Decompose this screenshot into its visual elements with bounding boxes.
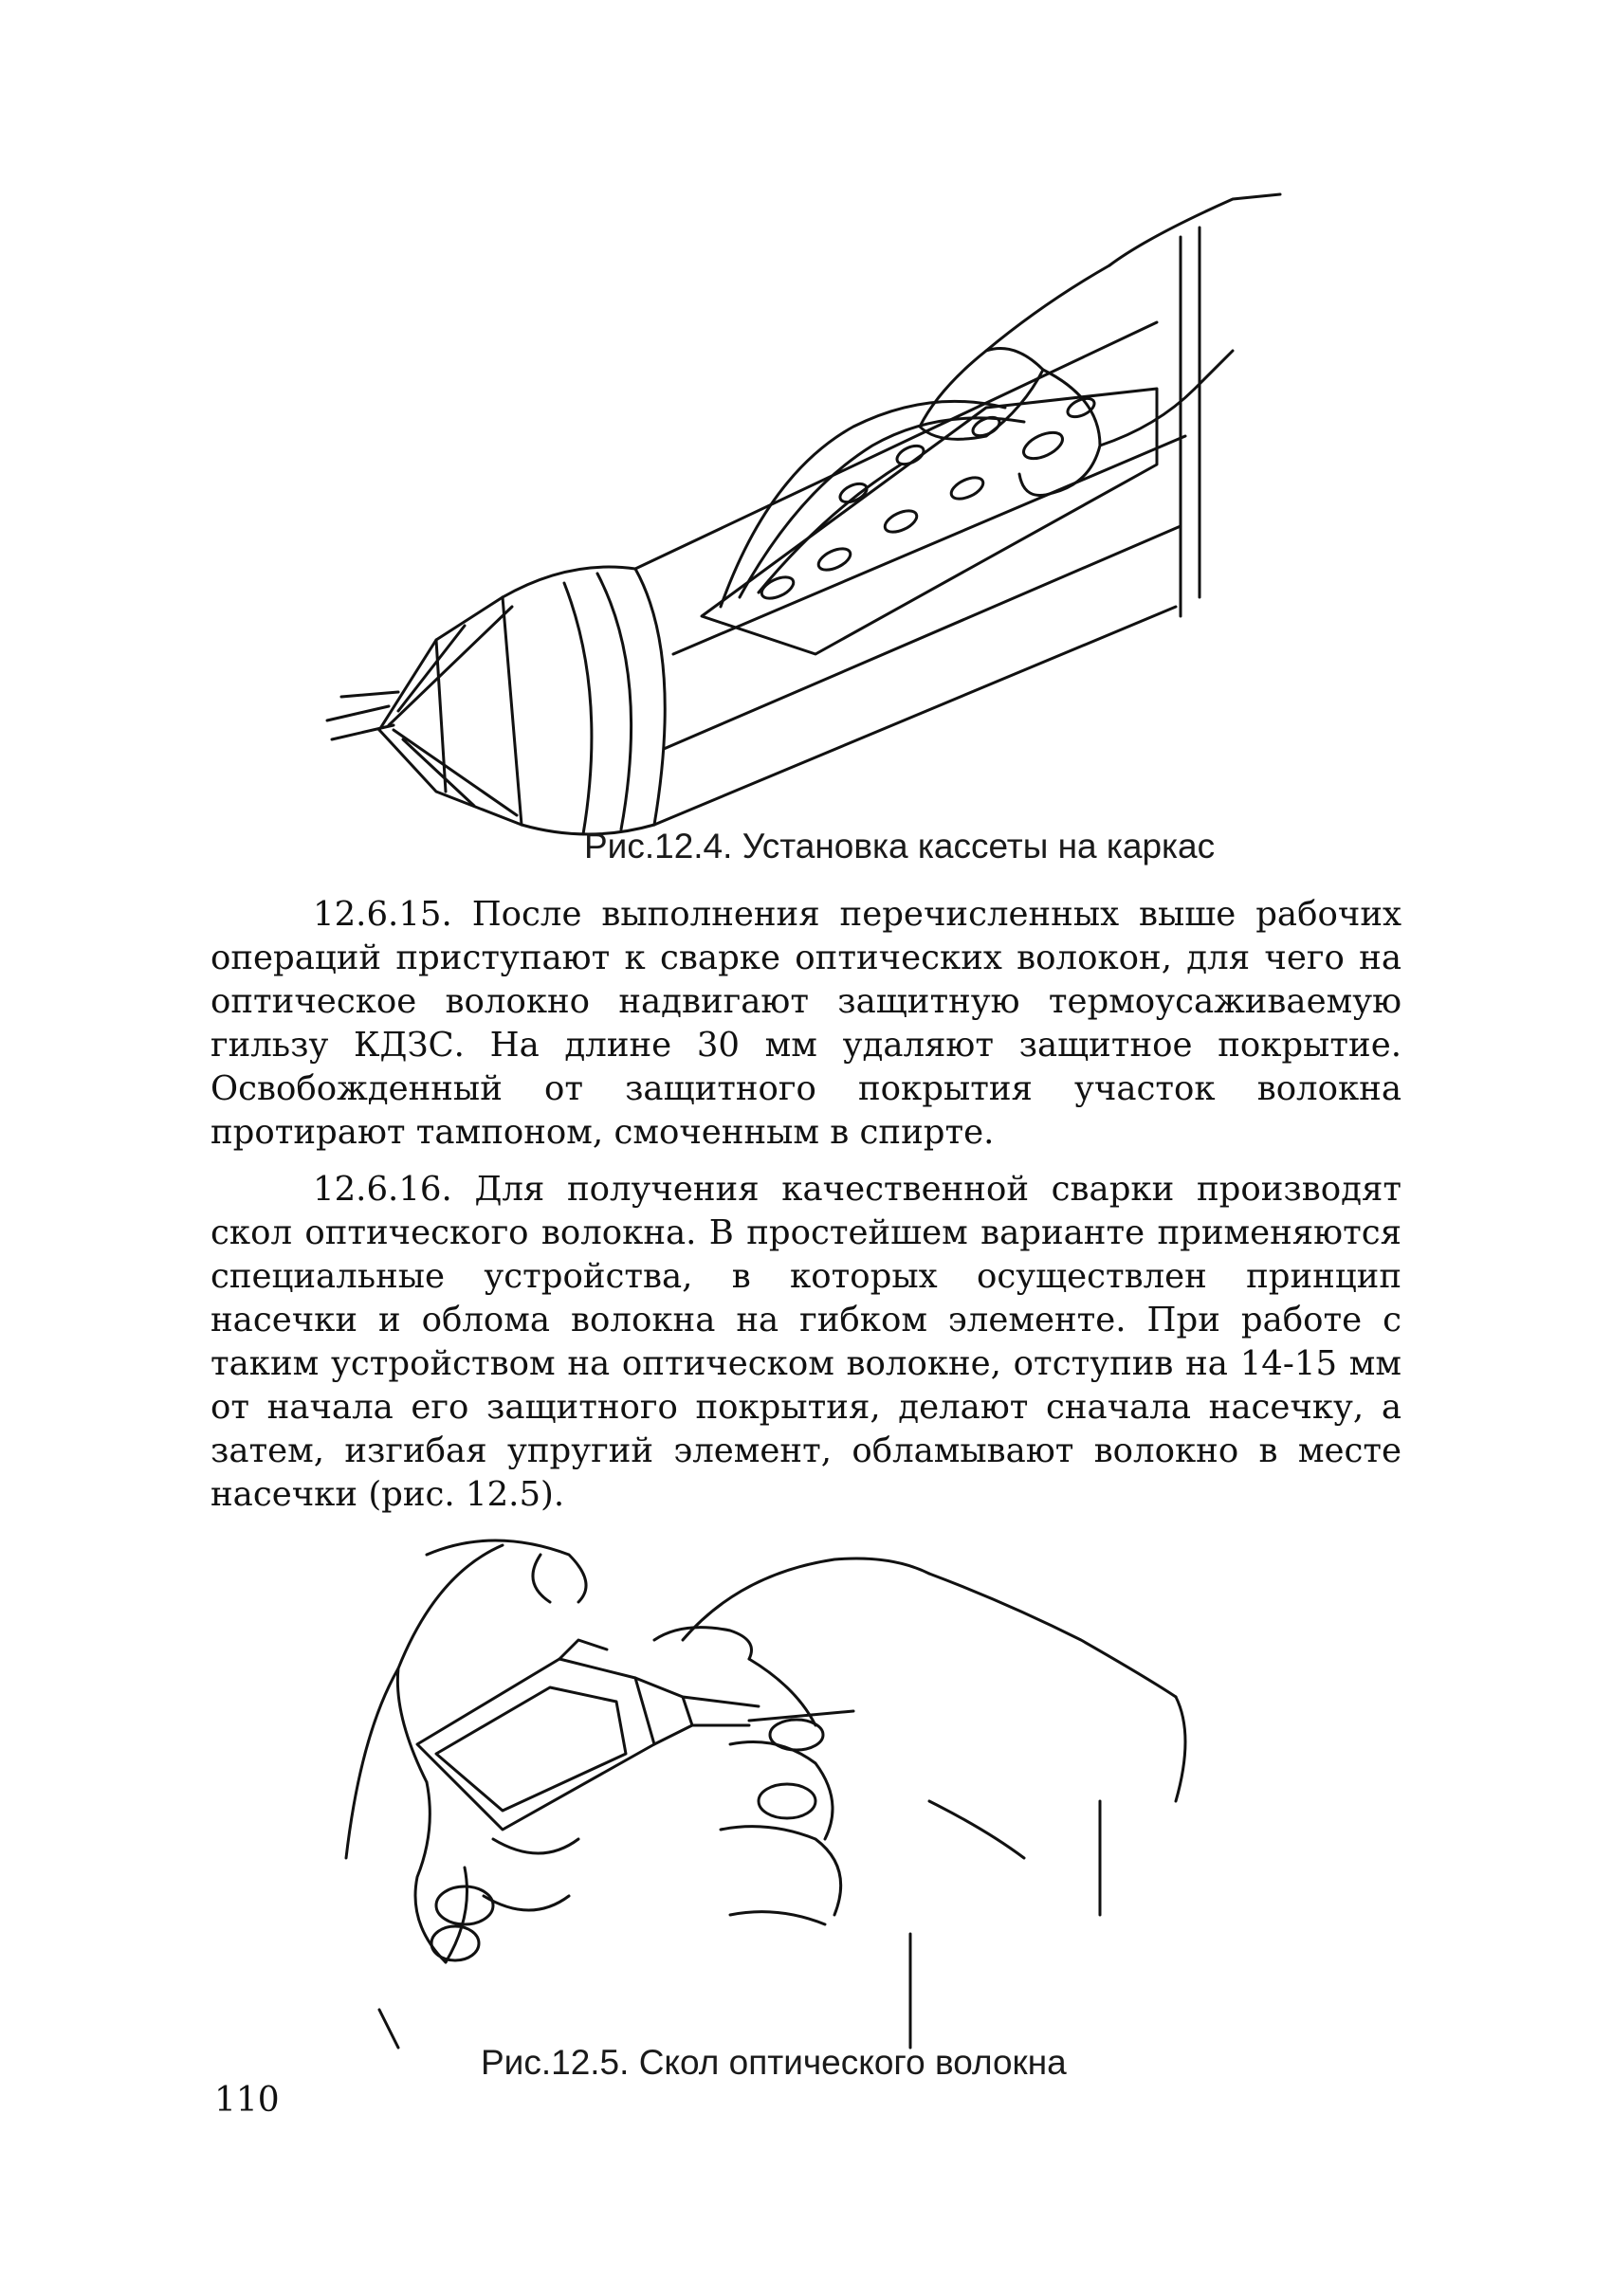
fiber-cleave-illustration — [341, 1517, 1290, 2057]
figure-12-5-caption: Рис.12.5. Скол оптического волокна — [481, 2043, 1067, 2082]
figure-fiber-cleave — [341, 1517, 1290, 2057]
cassette-illustration — [322, 161, 1290, 844]
paragraph-12-6-16: 12.6.16. Для получения качественной сварки производят скол оптического волокна. В простейшем варианте применяются специальные устройства, в которых осуществлен принцип насечки и облома волокна на гибком элементе. При работе с таким устройством на оптическом волокне, отступив на 14-15 мм от начала его защитного покрытия, делают сначала насечку, а затем, изгибая упругий элемент, обламывают волокно в месте насечки (рис. 12.5). — [211, 1170, 1401, 1514]
figure-cassette-installation — [322, 161, 1290, 844]
page-number: 110 — [214, 2081, 280, 2120]
figure-12-4-caption: Рис.12.4. Установка кассеты на каркас — [584, 827, 1216, 866]
paragraph-12-6-15: 12.6.15. После выполнения перечисленных выше рабочих операций приступают к сварке оптических волокон, для чего на оптическое волокно надвигают защитную термоусаживаемую гильзу КДЗС. На длине 30 мм удаляют защитное покрытие. Освобожденный от защитного покрытия участок волокна протирают тампоном, смоченным в спирте. — [211, 895, 1401, 1152]
